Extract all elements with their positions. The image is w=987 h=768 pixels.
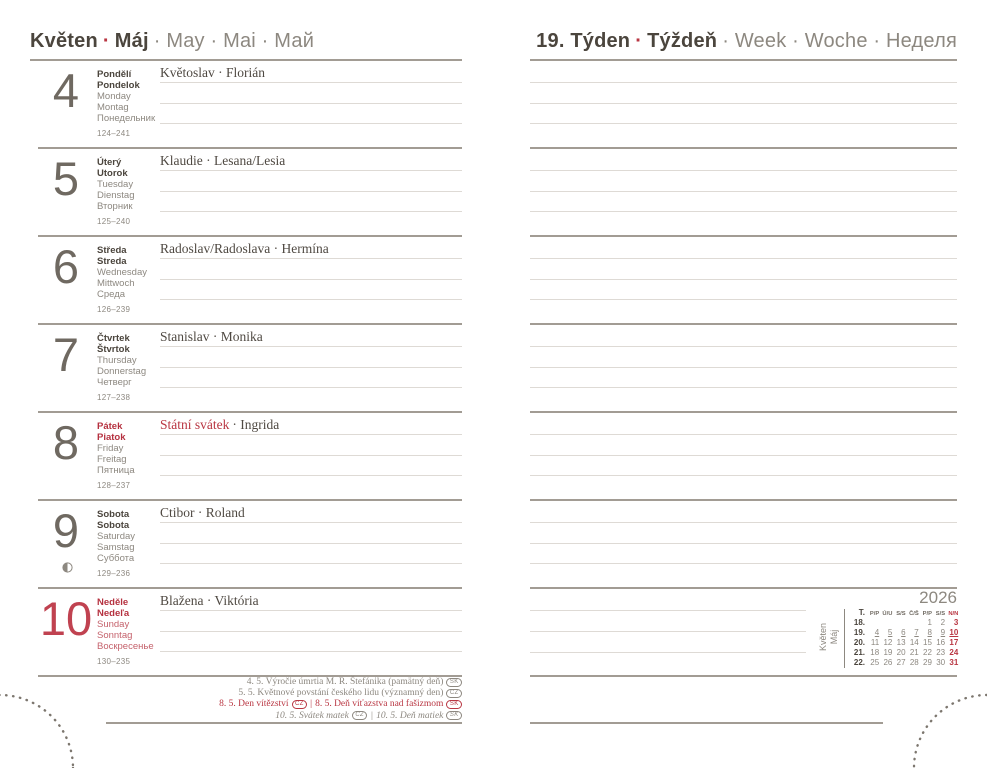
day-label-cz: Pátek xyxy=(97,421,123,432)
calendar-day: 1 xyxy=(927,618,932,627)
week-column-header: T. xyxy=(858,608,865,617)
day-label-en: Tuesday xyxy=(97,179,134,190)
week-label-other: · Week · Woche · Неделя xyxy=(722,30,957,52)
writing-line xyxy=(160,191,462,192)
name-day xyxy=(160,417,279,433)
name-day xyxy=(160,505,245,521)
dow-header: S/S xyxy=(896,611,906,617)
calendar-day: 31 xyxy=(949,658,959,667)
country-badge-cz: CZ xyxy=(292,700,308,709)
calendar-day: 11 xyxy=(870,638,880,647)
month-name-cz: Květen xyxy=(30,30,98,52)
writing-line xyxy=(160,211,462,212)
day-row xyxy=(30,500,462,588)
calendar-day: 14 xyxy=(909,638,919,647)
calendar-day: 4 xyxy=(874,628,880,637)
calendar-year: 2026 xyxy=(919,588,957,607)
writing-line xyxy=(160,651,462,652)
calendar-day: 3 xyxy=(953,618,959,627)
note-line xyxy=(100,711,462,722)
day-label-sk: Nedeľa xyxy=(97,608,130,619)
mini-month-calendar xyxy=(806,588,957,674)
dow-header: N/N xyxy=(948,611,959,617)
day-labels xyxy=(97,333,159,388)
week-label-cz: 19. Týden xyxy=(536,30,631,52)
day-label-ru: Понедельник xyxy=(97,113,156,124)
writing-line xyxy=(530,346,957,347)
day-labels xyxy=(97,245,159,300)
writing-line xyxy=(160,367,462,368)
calendar-day: 18 xyxy=(870,648,880,657)
calendar-day: 25 xyxy=(870,658,880,667)
calendar-day: 7 xyxy=(914,628,919,637)
day-label-ru: Четверг xyxy=(97,377,132,388)
writing-line xyxy=(530,279,957,280)
day-separator xyxy=(530,323,957,325)
day-label-sk: Sobota xyxy=(97,520,130,531)
day-label-sk: Štvrtok xyxy=(97,344,130,355)
header-dot: · xyxy=(102,30,110,52)
day-of-year-count: 125–240 xyxy=(97,217,131,226)
day-label-sk: Piatok xyxy=(97,432,126,443)
calendar-day: 8 xyxy=(927,628,932,637)
day-labels xyxy=(97,597,159,652)
day-label-de: Samstag xyxy=(97,542,135,553)
calendar-day: 26 xyxy=(883,658,893,667)
calendar-day: 29 xyxy=(923,658,932,667)
note-text: 10. 5. Svátek matek xyxy=(275,710,349,721)
writing-line xyxy=(530,191,957,192)
calendar-week-row xyxy=(848,638,958,648)
day-label-en: Saturday xyxy=(97,531,136,542)
dow-header: P/P xyxy=(922,611,932,617)
calendar-day: 28 xyxy=(909,658,919,667)
writing-line xyxy=(160,123,462,124)
day-separator xyxy=(530,411,957,413)
writing-line xyxy=(530,610,806,611)
day-label-ru: Среда xyxy=(97,289,126,300)
last-quarter-moon-icon xyxy=(62,562,73,573)
calendar-table xyxy=(848,608,958,668)
day-label-de: Dienstag xyxy=(97,190,135,201)
writing-line xyxy=(530,543,957,544)
day-number: 4 xyxy=(52,64,80,117)
writing-line xyxy=(530,258,957,259)
week-number: 22. xyxy=(853,658,865,667)
note-text: 8. 5. Deň víťazstva nad fašizmom xyxy=(315,699,444,710)
week-label-sk: Týždeň xyxy=(647,30,718,52)
country-badge-sk: SK xyxy=(446,678,462,687)
dow-header: P/P xyxy=(869,611,880,617)
day-label-sk: Utorok xyxy=(97,168,128,179)
note-text: 10. 5. Deň matiek xyxy=(376,710,444,721)
writing-line xyxy=(530,387,957,388)
name-day-names: Stanislav · Monika xyxy=(160,329,263,344)
writing-line xyxy=(160,258,462,259)
note-text: 4. 5. Výročie úmrtia M. R. Štefánika (pamätný deň) xyxy=(246,677,444,687)
day-label-cz: Středa xyxy=(97,245,127,256)
calendar-week-row xyxy=(848,648,958,658)
country-badge-cz: CZ xyxy=(446,689,462,698)
day-label-de: Mittwoch xyxy=(97,278,135,289)
day-label-cz: Čtvrtek xyxy=(97,333,130,344)
writing-line xyxy=(160,475,462,476)
day-label-de: Freitag xyxy=(97,454,127,465)
calendar-week-row xyxy=(848,658,958,668)
writing-line xyxy=(530,631,806,632)
writing-line xyxy=(530,211,957,212)
writing-line xyxy=(160,346,462,347)
writing-line xyxy=(160,387,462,388)
day-label-en: Monday xyxy=(97,91,131,102)
day-row xyxy=(30,60,462,148)
writing-line xyxy=(530,82,957,83)
dow-header: Ú/U xyxy=(882,611,893,617)
month-header xyxy=(30,30,314,53)
day-label-sk: Streda xyxy=(97,256,127,267)
day-number: 8 xyxy=(52,416,80,469)
calendar-day: 15 xyxy=(923,638,932,647)
day-number: 9 xyxy=(52,504,80,557)
day-label-cz: Pondělí xyxy=(97,69,132,80)
country-badge-sk: SK xyxy=(446,711,462,720)
page-bottom-rule xyxy=(106,722,462,724)
country-badge-sk: SK xyxy=(446,700,462,709)
day-number: 10 xyxy=(39,592,93,645)
day-labels xyxy=(97,69,159,124)
calendar-day: 23 xyxy=(936,648,946,657)
name-day-names: Květoslav · Florián xyxy=(160,65,265,80)
day-label-ru: Вторник xyxy=(97,201,133,212)
writing-line xyxy=(160,103,462,104)
calendar-month-vertical-sk: Máj xyxy=(829,629,839,645)
dow-header: S/S xyxy=(935,611,946,617)
day-separator xyxy=(530,147,957,149)
header-dot: · xyxy=(635,30,643,52)
writing-line xyxy=(160,299,462,300)
calendar-day: 13 xyxy=(896,638,906,647)
day-label-sk: Pondelok xyxy=(97,80,140,91)
name-day xyxy=(160,65,265,81)
calendar-day: 30 xyxy=(936,658,946,667)
note-separator: | xyxy=(310,699,313,710)
day-labels xyxy=(97,509,159,564)
day-label-de: Donnerstag xyxy=(97,366,147,377)
calendar-day: 2 xyxy=(940,618,946,627)
writing-line xyxy=(530,434,957,435)
day-label-en: Thursday xyxy=(97,355,137,366)
country-badge-cz: CZ xyxy=(352,711,368,720)
day-of-year-count: 127–238 xyxy=(97,393,131,402)
writing-line xyxy=(160,543,462,544)
writing-line xyxy=(160,455,462,456)
note-separator: | xyxy=(370,710,374,721)
week-number: 20. xyxy=(853,638,865,647)
writing-line xyxy=(160,563,462,564)
writing-line xyxy=(160,434,462,435)
calendar-divider xyxy=(844,609,845,668)
day-separator xyxy=(530,235,957,237)
day-row xyxy=(30,236,462,324)
day-row xyxy=(30,588,462,676)
name-day xyxy=(160,593,259,609)
day-label-en: Sunday xyxy=(97,619,130,630)
writing-line xyxy=(530,563,957,564)
day-label-de: Montag xyxy=(97,102,129,113)
writing-line xyxy=(160,610,462,611)
writing-line xyxy=(530,299,957,300)
day-label-cz: Sobota xyxy=(97,509,130,520)
writing-line xyxy=(160,170,462,171)
day-label-cz: Neděle xyxy=(97,597,129,608)
calendar-day: 5 xyxy=(887,628,893,637)
corner-perforation-arc-right xyxy=(827,688,987,768)
name-day-names: Ctibor · Roland xyxy=(160,505,245,520)
day-number: 6 xyxy=(52,240,80,293)
calendar-day: 16 xyxy=(936,638,946,647)
writing-line xyxy=(160,522,462,523)
week-number: 21. xyxy=(853,648,865,657)
day-row xyxy=(30,148,462,236)
writing-line xyxy=(530,367,957,368)
calendar-day: 17 xyxy=(949,638,959,647)
day-of-year-count: 124–241 xyxy=(97,129,131,138)
day-number: 5 xyxy=(52,152,80,205)
writing-line xyxy=(530,170,957,171)
day-label-ru: Пятница xyxy=(97,465,135,476)
name-day-names: Klaudie · Lesana/Lesia xyxy=(160,153,286,168)
calendar-day: 24 xyxy=(949,648,959,657)
writing-line xyxy=(530,522,957,523)
holiday-label: Státní svátek xyxy=(160,417,230,432)
page-bottom-rule xyxy=(530,722,883,724)
day-row xyxy=(30,324,462,412)
month-name-sk: Máj xyxy=(114,30,149,52)
calendar-week-row-current xyxy=(848,628,958,638)
calendar-header-row xyxy=(848,608,958,618)
writing-line xyxy=(530,123,957,124)
calendar-week-row xyxy=(848,618,958,628)
writing-line xyxy=(530,475,957,476)
calendar-day: 27 xyxy=(896,658,906,667)
day-labels xyxy=(97,421,159,476)
calendar-day: 21 xyxy=(909,648,919,657)
week-header xyxy=(530,30,957,53)
day-label-cz: Úterý xyxy=(97,157,122,168)
week-number: 18. xyxy=(853,618,865,627)
week-number: 19. xyxy=(853,628,865,637)
calendar-month-vertical-cz: Květen xyxy=(818,622,828,652)
name-day-names: Radoslav/Radoslava · Hermína xyxy=(160,241,329,256)
day-of-year-count: 130–235 xyxy=(97,657,131,666)
month-name-other: · May · Mai · Май xyxy=(153,30,315,52)
header-rule xyxy=(530,59,957,61)
note-line xyxy=(100,699,462,710)
calendar-day: 9 xyxy=(940,628,946,637)
note-text: 5. 5. Květnové povstání českého lidu (významný den) xyxy=(238,688,444,699)
day-of-year-count: 128–237 xyxy=(97,481,131,490)
day-row xyxy=(30,412,462,500)
name-day-names: · Ingrida xyxy=(232,417,280,432)
calendar-day: 19 xyxy=(883,648,893,657)
name-day xyxy=(160,241,329,257)
day-separator xyxy=(530,675,957,677)
writing-line xyxy=(530,455,957,456)
name-day xyxy=(160,329,263,345)
writing-line xyxy=(160,279,462,280)
writing-line xyxy=(530,103,957,104)
calendar-day: 10 xyxy=(949,628,959,637)
dow-header: Č/Š xyxy=(909,611,919,617)
name-day-names: Blažena · Viktória xyxy=(160,593,259,608)
writing-line xyxy=(160,631,462,632)
writing-line xyxy=(530,652,806,653)
day-of-year-count: 129–236 xyxy=(97,569,131,578)
day-number: 7 xyxy=(52,328,80,381)
note-line xyxy=(100,677,462,688)
day-separator xyxy=(530,499,957,501)
calendar-day: 22 xyxy=(923,648,932,657)
day-label-de: Sonntag xyxy=(97,630,133,641)
day-label-ru: Суббота xyxy=(97,553,135,564)
writing-line xyxy=(160,82,462,83)
calendar-day: 6 xyxy=(901,628,906,637)
calendar-day: 12 xyxy=(883,638,893,647)
name-day xyxy=(160,153,285,169)
note-line xyxy=(100,688,462,699)
day-label-en: Wednesday xyxy=(97,267,147,278)
holiday-notes xyxy=(100,677,462,722)
day-labels xyxy=(97,157,159,212)
day-label-en: Friday xyxy=(97,443,124,454)
day-of-year-count: 126–239 xyxy=(97,305,131,314)
calendar-day: 20 xyxy=(896,648,906,657)
day-label-ru: Воскресенье xyxy=(97,641,154,652)
note-text: 8. 5. Den vítězství xyxy=(219,699,289,710)
